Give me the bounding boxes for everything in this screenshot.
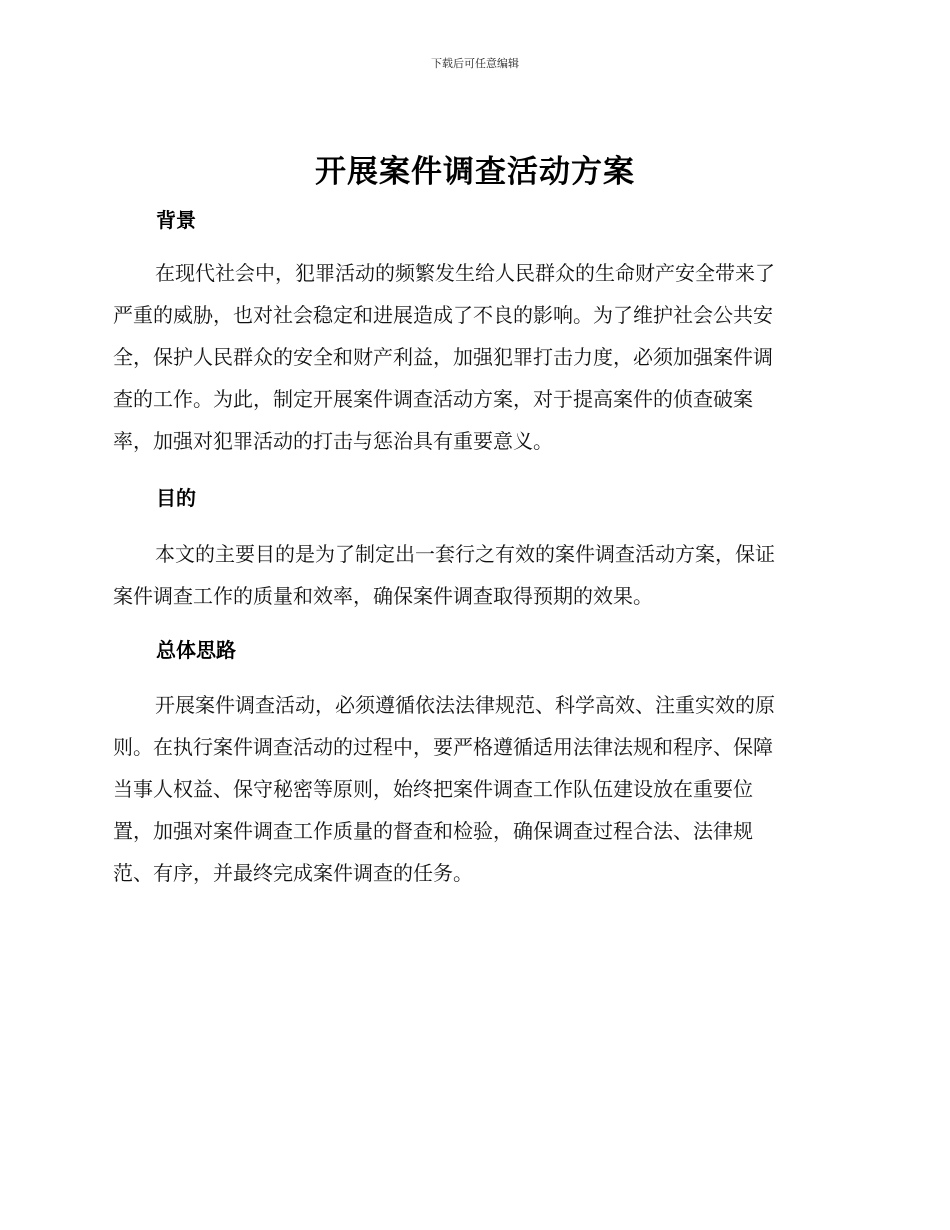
header-note: 下载后可任意编辑 — [431, 57, 519, 70]
document-title: 开展案件调查活动方案 — [315, 154, 635, 190]
paragraph-line: 查的工作。为此，制定开展案件调查活动方案，对于提高案件的侦查破案 — [113, 387, 753, 411]
section-heading-background: 背景 — [156, 208, 196, 232]
section-heading-approach: 总体思路 — [156, 638, 236, 662]
section-heading-purpose: 目的 — [156, 486, 196, 510]
paragraph-line: 全，保护人民群众的安全和财产利益，加强犯罪打击力度，必须加强案件调 — [113, 345, 773, 369]
paragraph-line: 本文的主要目的是为了制定出一套行之有效的案件调查活动方案，保证 — [155, 542, 775, 566]
paragraph-line: 在现代社会中，犯罪活动的频繁发生给人民群众的生命财产安全带来了 — [155, 261, 775, 285]
paragraph-line: 当事人权益、保守秘密等原则，始终把案件调查工作队伍建设放在重要位 — [113, 777, 753, 801]
paragraph-line: 范、有序，并最终完成案件调查的任务。 — [113, 861, 473, 885]
paragraph-purpose — [113, 533, 833, 617]
paragraph-line: 开展案件调查活动，必须遵循依法法律规范、科学高效、注重实效的原 — [155, 693, 775, 717]
paragraph-line: 则。在执行案件调查活动的过程中，要严格遵循适用法律法规和程序、保障 — [113, 735, 773, 759]
paragraph-line: 置，加强对案件调查工作质量的督查和检验，确保调查过程合法、法律规 — [113, 819, 753, 843]
paragraph-line: 率，加强对犯罪活动的打击与惩治具有重要意义。 — [113, 429, 553, 453]
paragraph-background — [113, 252, 833, 462]
paragraph-line: 案件调查工作的质量和效率，确保案件调查取得预期的效果。 — [113, 584, 653, 608]
paragraph-line: 严重的威胁，也对社会稳定和进展造成了不良的影响。为了维护社会公共安 — [113, 303, 773, 327]
paragraph-approach — [113, 684, 833, 894]
